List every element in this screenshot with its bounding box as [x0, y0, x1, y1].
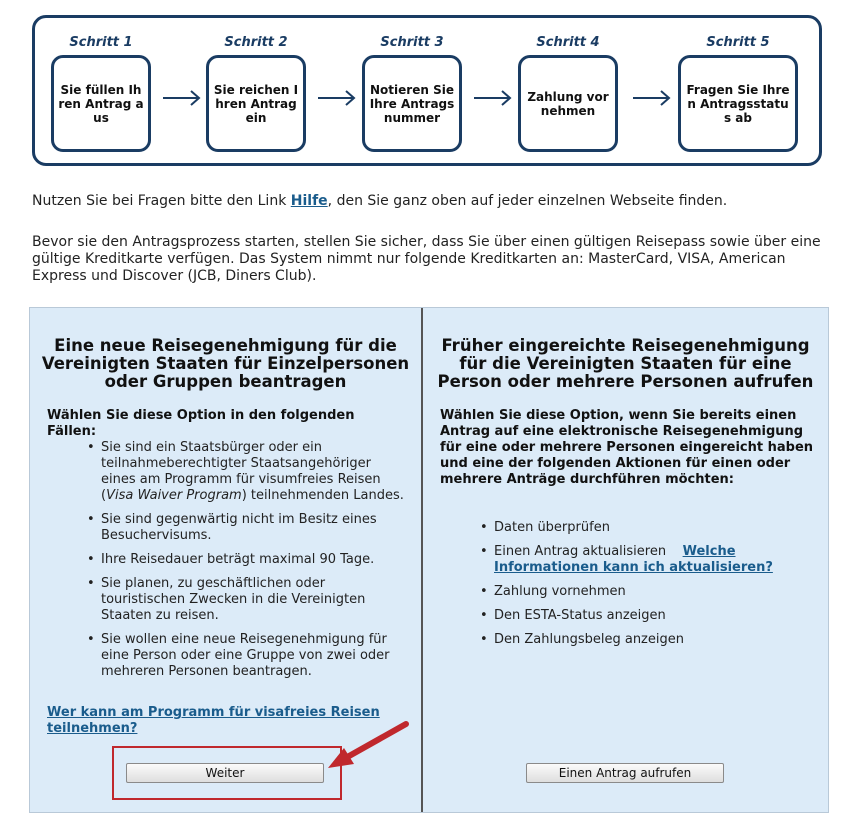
list-item: • Sie sind ein Staatsbürger oder ein teilnahmeberechtigter Staatsangehöriger eines am Programm für visumfreies Reisen (Visa Waiver Program) teilnehmenden Landes.: [87, 440, 407, 504]
vwp-eligibility-link[interactable]: Wer kann am Programm für visafreies Reisen teilnehmen?: [47, 705, 380, 736]
step-box: [518, 55, 618, 152]
application-options: [29, 307, 829, 813]
existing-application-lead: Wählen Sie diese Option, wenn Sie bereits einen Antrag auf eine elektronische Reisegenehmigung für eine oder mehrere Personen eingereicht haben und eine der folgenden Aktionen für einen oder mehrere Anträge durchführen möchten:: [440, 408, 814, 487]
step-title: Schritt 5: [706, 35, 770, 50]
credit-card-paragraph: Bevor sie den Antragsprozess starten, stellen Sie sicher, dass Sie über einen gültigen Reisepass sowie über eine gültige Kreditkarte verfügen. Das System nimmt nur folgende Kreditkarten an: MasterCard, VISA, American Express und Discover (JCB, Diners Club).: [32, 234, 821, 284]
weiter-button[interactable]: Weiter: [126, 763, 324, 783]
help-text-before: Nutzen Sie bei Fragen bitte den Link: [32, 193, 291, 209]
new-application-heading: Eine neue Reisegenehmigung für die Vereinigten Staaten für Einzelpersonen oder Gruppen beantragen: [41, 336, 410, 391]
step-text: Zahlung vornehmen: [527, 89, 609, 118]
list-item: • Einen Antrag aktualisieren Welche Informationen kann ich aktualisieren?: [480, 544, 810, 576]
step-text: Sie reichen Ihren Antrag ein: [213, 82, 299, 125]
new-application-lead: Wählen Sie diese Option in den folgenden Fällen:: [47, 408, 355, 439]
list-item: • Zahlung vornehmen: [480, 584, 810, 600]
step-box: [362, 55, 462, 152]
red-arrow-icon: [320, 718, 412, 774]
list-item: • Sie sind gegenwärtig nicht im Besitz eines Besuchervisums.: [87, 512, 407, 544]
step-box: [206, 55, 306, 152]
step-box: [678, 55, 798, 152]
step-text: Notieren Sie Ihre Antragsnummer: [369, 82, 455, 125]
existing-application-column: [423, 308, 828, 812]
arrow-right-icon: [632, 88, 672, 108]
arrow-right-icon: [473, 88, 513, 108]
help-text-after: , den Sie ganz oben auf jeder einzelnen Webseite finden.: [327, 193, 728, 209]
list-item: • Daten überprüfen: [480, 520, 810, 536]
retrieve-application-button[interactable]: Einen Antrag aufrufen: [526, 763, 724, 783]
list-item: • Sie planen, zu geschäftlichen oder touristischen Zwecken in die Vereinigten Staaten zu reisen.: [87, 576, 407, 624]
highlight-box: [112, 746, 342, 800]
help-paragraph: [32, 193, 832, 210]
actions-list: [480, 520, 810, 656]
existing-application-heading: Früher eingereichte Reisegenehmigung für die Vereinigten Staaten für eine Person oder mehrere Personen aufrufen: [437, 336, 814, 391]
list-item: • Den ESTA-Status anzeigen: [480, 608, 810, 624]
help-link[interactable]: Hilfe: [290, 193, 328, 209]
step-text: Fragen Sie Ihren Antragsstatus ab: [686, 82, 790, 125]
list-item: • Den Zahlungsbeleg anzeigen: [480, 632, 810, 648]
step-box: [51, 55, 151, 152]
arrow-right-icon: [317, 88, 357, 108]
eligibility-list: [87, 440, 407, 688]
list-item: • Ihre Reisedauer beträgt maximal 90 Tage.: [87, 552, 407, 568]
update-info-link[interactable]: Welche Informationen kann ich aktualisieren?: [494, 544, 773, 575]
process-steps-panel: [32, 15, 822, 166]
step-title: Schritt 2: [224, 35, 288, 50]
arrow-right-icon: [162, 88, 202, 108]
step-text: Sie füllen Ihren Antrag aus: [58, 82, 144, 125]
list-item: • Sie wollen eine neue Reisegenehmigung für eine Person oder eine Gruppe von zwei oder mehreren Personen beantragen.: [87, 632, 407, 680]
step-title: Schritt 4: [536, 35, 600, 50]
step-title: Schritt 3: [380, 35, 444, 50]
step-title: Schritt 1: [69, 35, 133, 50]
